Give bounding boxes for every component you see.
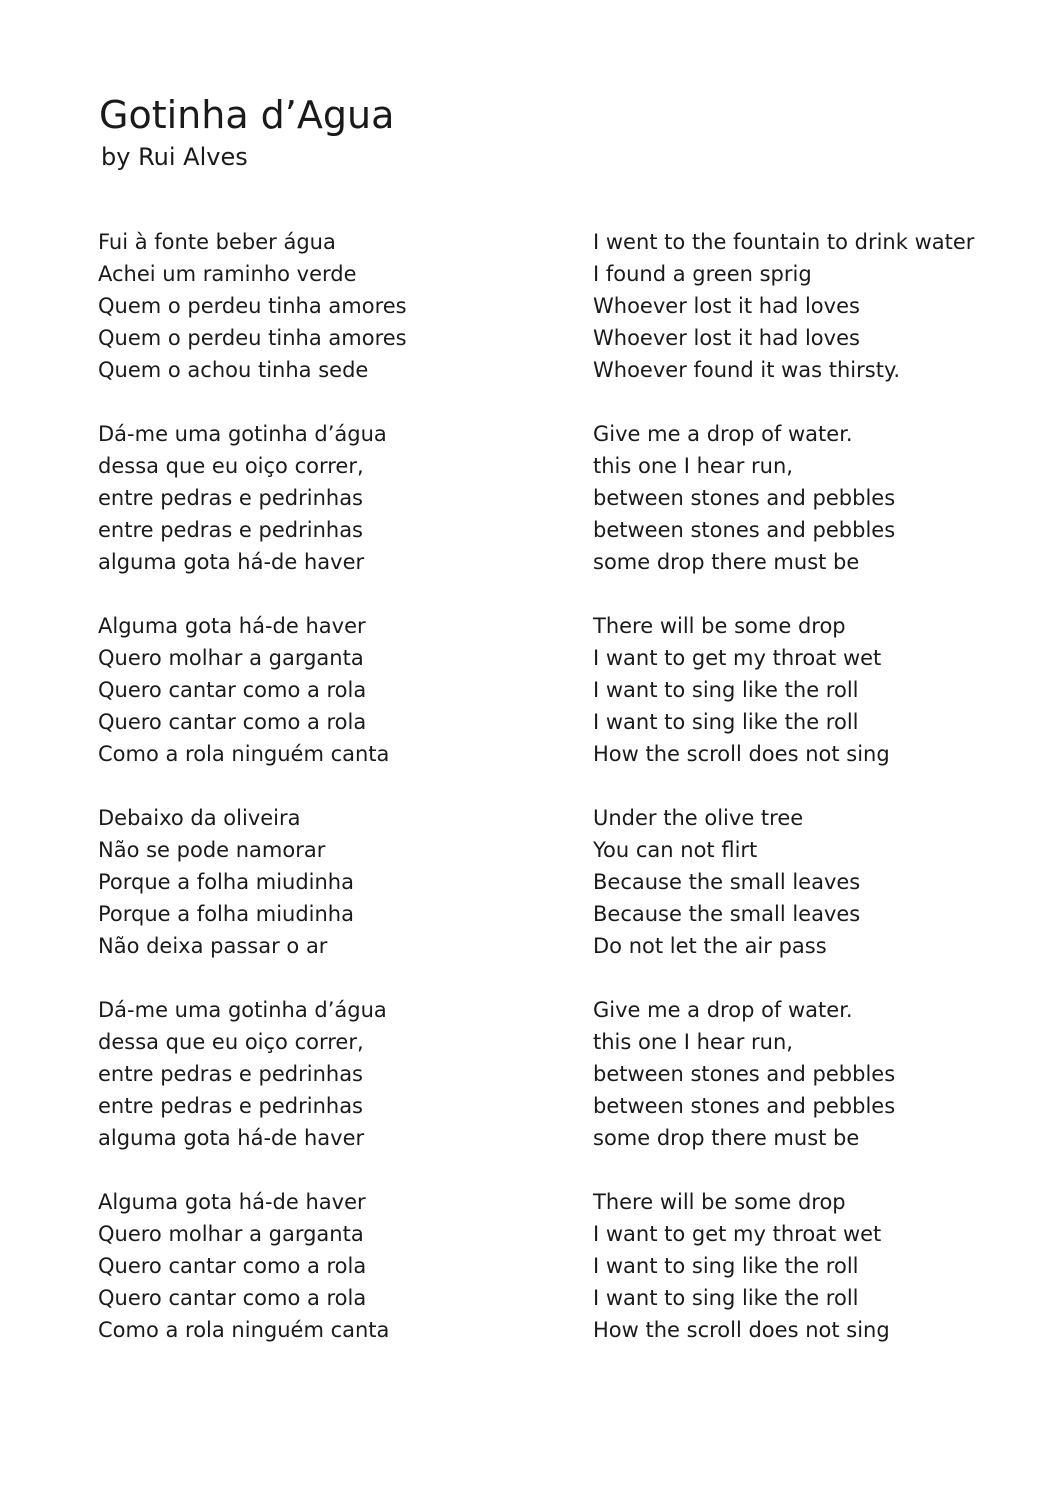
- portuguese-lyric-line: alguma gota há-de haver: [98, 550, 365, 574]
- english-stanza-2: [593, 418, 974, 578]
- english-lyric-line: I want to get my throat wet: [593, 1222, 882, 1246]
- english-lyric-line: You can not flirt: [593, 838, 758, 862]
- portuguese-lyric-line: Como a rola ninguém canta: [98, 742, 390, 766]
- english-lyric-line: I went to the fountain to drink water: [593, 230, 975, 254]
- portuguese-stanza-2: [98, 418, 407, 578]
- portuguese-lyric-line: Quero molhar a garganta: [98, 1222, 364, 1246]
- portuguese-lyric-line: Porque a folha miudinha: [98, 902, 354, 926]
- english-lyric-line: between stones and pebbles: [593, 518, 896, 542]
- english-lyric-line: How the scroll does not sing: [593, 742, 890, 766]
- portuguese-lyric-line: entre pedras e pedrinhas: [98, 486, 364, 510]
- english-lyric-line: Under the olive tree: [593, 806, 804, 830]
- portuguese-lyric-line: alguma gota há-de haver: [98, 1126, 365, 1150]
- english-lyric-line: Whoever lost it had loves: [593, 294, 860, 318]
- portuguese-stanza-5: [98, 994, 407, 1154]
- portuguese-lyric-line: Quem o perdeu tinha amores: [98, 294, 407, 318]
- portuguese-lyric-line: dessa que eu oiço correr,: [98, 1030, 364, 1054]
- portuguese-stanza-6: [98, 1186, 407, 1346]
- portuguese-lyric-line: Quero cantar como a rola: [98, 710, 367, 734]
- english-lyric-line: this one I hear run,: [593, 1030, 793, 1054]
- portuguese-lyric-line: Dá-me uma gotinha d’água: [98, 422, 387, 446]
- page-title: Gotinha d’Agua: [99, 93, 395, 137]
- english-stanza-1: [593, 226, 974, 386]
- portuguese-lyric-line: Fui à fonte beber água: [98, 230, 336, 254]
- english-lyric-line: this one I hear run,: [593, 454, 793, 478]
- portuguese-lyric-line: entre pedras e pedrinhas: [98, 1062, 364, 1086]
- english-lyric-line: There will be some drop: [593, 1190, 846, 1214]
- english-lyric-line: How the scroll does not sing: [593, 1318, 890, 1342]
- portuguese-lyric-line: Não deixa passar o ar: [98, 934, 328, 958]
- english-lyric-line: Because the small leaves: [593, 870, 861, 894]
- english-lyric-line: Do not let the air pass: [593, 934, 827, 958]
- portuguese-lyric-line: Alguma gota há-de haver: [98, 1190, 366, 1214]
- portuguese-lyric-line: Quero molhar a garganta: [98, 646, 364, 670]
- portuguese-lyric-line: Como a rola ninguém canta: [98, 1318, 390, 1342]
- portuguese-lyric-line: entre pedras e pedrinhas: [98, 1094, 364, 1118]
- portuguese-lyric-line: dessa que eu oiço correr,: [98, 454, 364, 478]
- portuguese-stanza-3: [98, 610, 407, 770]
- english-lyric-line: between stones and pebbles: [593, 486, 896, 510]
- english-lyric-line: I want to sing like the roll: [593, 1286, 859, 1310]
- english-stanza-3: [593, 610, 974, 770]
- portuguese-lyric-line: Quem o achou tinha sede: [98, 358, 369, 382]
- english-lyric-line: Give me a drop of water.: [593, 422, 853, 446]
- portuguese-lyric-line: Achei um raminho verde: [98, 262, 357, 286]
- portuguese-lyric-line: Alguma gota há-de haver: [98, 614, 366, 638]
- english-stanza-6: [593, 1186, 974, 1346]
- portuguese-lyric-line: Quem o perdeu tinha amores: [98, 326, 407, 350]
- english-stanza-4: [593, 802, 974, 962]
- portuguese-lyric-line: entre pedras e pedrinhas: [98, 518, 364, 542]
- english-lyric-line: some drop there must be: [593, 550, 860, 574]
- portuguese-lyric-line: Debaixo da oliveira: [98, 806, 301, 830]
- english-lyric-line: I want to sing like the roll: [593, 710, 859, 734]
- english-translation-column: [593, 226, 974, 1378]
- portuguese-lyric-line: Porque a folha miudinha: [98, 870, 354, 894]
- english-lyric-line: Whoever lost it had loves: [593, 326, 860, 350]
- portuguese-lyric-line: Não se pode namorar: [98, 838, 326, 862]
- english-lyric-line: some drop there must be: [593, 1126, 860, 1150]
- english-lyric-line: between stones and pebbles: [593, 1094, 896, 1118]
- english-lyric-line: I want to sing like the roll: [593, 1254, 859, 1278]
- author-byline: by Rui Alves: [101, 143, 248, 171]
- english-stanza-5: [593, 994, 974, 1154]
- portuguese-lyric-line: Quero cantar como a rola: [98, 1254, 367, 1278]
- portuguese-stanza-1: [98, 226, 407, 386]
- portuguese-lyric-line: Quero cantar como a rola: [98, 678, 367, 702]
- portuguese-lyric-line: Quero cantar como a rola: [98, 1286, 367, 1310]
- portuguese-lyrics-column: [98, 226, 407, 1378]
- portuguese-stanza-4: [98, 802, 407, 962]
- english-lyric-line: Whoever found it was thirsty.: [593, 358, 901, 382]
- english-lyric-line: I found a green sprig: [593, 262, 812, 286]
- english-lyric-line: I want to get my throat wet: [593, 646, 882, 670]
- english-lyric-line: I want to sing like the roll: [593, 678, 859, 702]
- english-lyric-line: Because the small leaves: [593, 902, 861, 926]
- english-lyric-line: Give me a drop of water.: [593, 998, 853, 1022]
- english-lyric-line: between stones and pebbles: [593, 1062, 896, 1086]
- english-lyric-line: There will be some drop: [593, 614, 846, 638]
- portuguese-lyric-line: Dá-me uma gotinha d’água: [98, 998, 387, 1022]
